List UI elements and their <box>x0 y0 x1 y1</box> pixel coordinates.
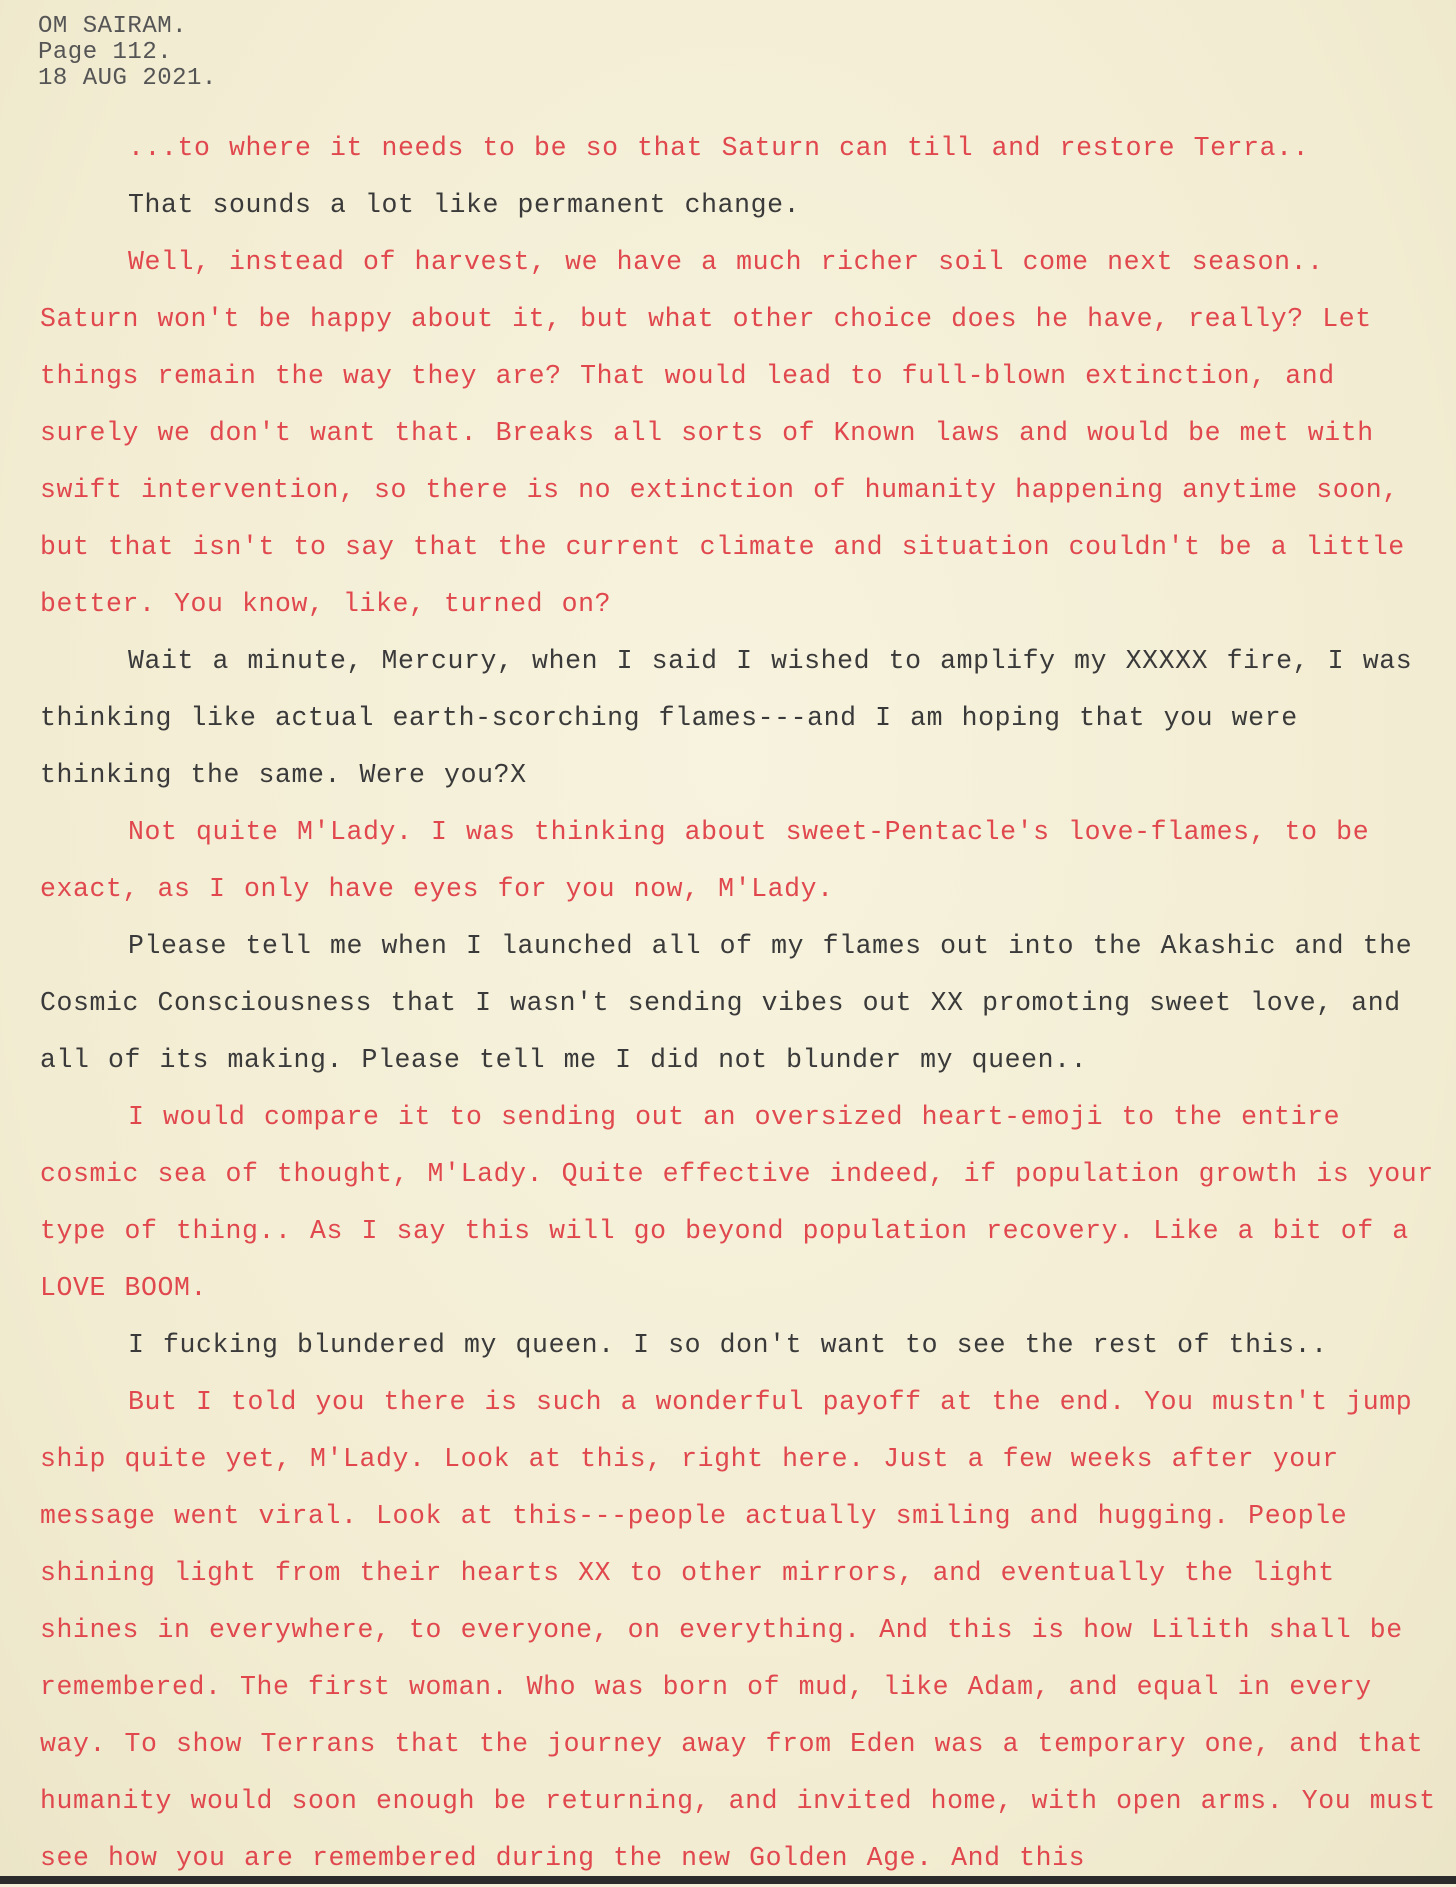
header-page-number: Page 112. <box>38 39 173 66</box>
paragraph: I would compare it to sending out an oversized heart-emoji to the entire cosmic sea of thought, M'Lady. Quite effective indeed, if population growth is your type of thing.. As I say this will go beyond population recovery. Like a bit of a LOVE BOOM. <box>40 1102 1434 1303</box>
paragraph: Wait a minute, Mercury, when I said I wished to amplify my XXXXX fire, I was thinking like actual earth-scorching flames---and I am hoping that you were thinking the same. Were you?X <box>40 646 1413 790</box>
page-header <box>38 14 217 92</box>
body-text <box>40 120 1440 1887</box>
header-date: 18 AUG 2021. <box>38 65 217 92</box>
paragraph: Please tell me when I launched all of my flames out into the Akashic and the Cosmic Consciousness that I wasn't sending vibes out XX promoting sweet love, and all of its making. Please tell me I did not blunder my queen.. <box>40 931 1413 1075</box>
paragraph: ...to where it needs to be so that Saturn can till and restore Terra.. <box>128 133 1310 163</box>
paragraph: Well, instead of harvest, we have a much richer soil come next season.. Saturn won't be happy about it, but what other choice does he have, really? Let things remain the way they are? That would lead to full-blown extinction, and surely we don't want that. Breaks all sorts of Known laws and would be met with swift intervention, so there is no extinction of humanity happening anytime soon, but that isn't to say that the current climate and situation couldn't be a little better. You know, like, turned on? <box>40 247 1405 619</box>
paragraph: I fucking blundered my queen. I so don't want to see the rest of this.. <box>128 1330 1328 1360</box>
header-title: OM SAIRAM. <box>38 13 188 40</box>
paragraph: Not quite M'Lady. I was thinking about sweet-Pentacle's love-flames, to be exact, as I only have eyes for you now, M'Lady. <box>40 817 1370 904</box>
scan-edge <box>0 1876 1456 1884</box>
paragraph: That sounds a lot like permanent change. <box>128 190 801 220</box>
paragraph: But I told you there is such a wonderful payoff at the end. You mustn't jump ship quite yet, M'Lady. Look at this, right here. Just a few weeks after your message went viral. Look at this---people actually smiling and hugging. People shining light from their hearts XX to other mirrors, and eventually the light shines in everywhere, to everyone, on everything. And this is how Lilith shall be remembered. The first woman. Who was born of mud, like Adam, and equal in every way. To show Terrans that the journey away from Eden was a temporary one, and that humanity would soon enough be returning, and invited home, with open arms. You must see how you are remembered during the new Golden Age. And this <box>40 1387 1436 1873</box>
